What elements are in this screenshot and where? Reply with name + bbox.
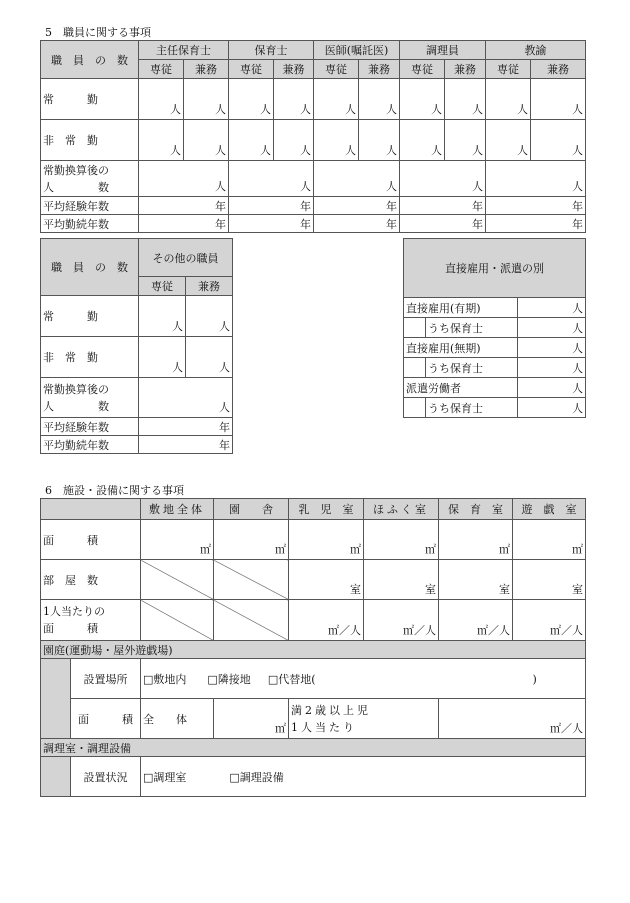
converted-field[interactable]: 人 [486, 161, 586, 197]
nonregular-field[interactable]: 人 [400, 120, 445, 161]
facility-corner [41, 499, 141, 520]
avg-tenure-field[interactable]: 年 [139, 215, 229, 233]
other-staff-count-header: 職 員 の 数 [41, 239, 139, 296]
regular-field[interactable]: 人 [531, 79, 586, 120]
building-area-field[interactable]: ㎡ [214, 520, 289, 560]
kitchen-options [141, 757, 586, 797]
sub-fulltime: 専従 [314, 60, 359, 79]
section5-title: 5 職員に関する事項 [45, 26, 151, 39]
col-doctor: 医師(嘱託医) [314, 41, 400, 60]
yard-header: 園庭(運動場・屋外遊戯場) [41, 641, 586, 659]
row-per-person-label [41, 600, 141, 641]
dispatch-label: 派遣労働者 [404, 378, 518, 398]
col-other-staff: その他の職員 [139, 239, 233, 277]
row-area-label: 面 積 [41, 520, 141, 560]
infant-rooms-field[interactable]: 室 [289, 560, 364, 600]
crawling-per-person-field[interactable]: ㎡／人 [364, 600, 439, 641]
regular-field[interactable]: 人 [184, 79, 229, 120]
other-regular-field[interactable]: 人 [186, 296, 233, 337]
regular-field[interactable]: 人 [486, 79, 531, 120]
sub-parttime: 兼務 [274, 60, 314, 79]
converted-line1: 常勤換算後の [43, 382, 109, 396]
avg-exp-field[interactable]: 年 [400, 197, 486, 215]
avg-exp-field[interactable]: 年 [314, 197, 400, 215]
dispatch-nursery-field[interactable]: 人 [518, 398, 586, 418]
indent-cell [404, 398, 426, 418]
kitchen-equipment-checkbox[interactable]: □調理設備 [229, 770, 284, 784]
staff-table [40, 40, 586, 233]
of-which-nursery-label: うち保育士 [426, 398, 518, 418]
infant-area-field[interactable]: ㎡ [289, 520, 364, 560]
direct-fixed-field[interactable]: 人 [518, 298, 586, 318]
kitchen-indent [41, 757, 71, 797]
sub-parttime: 兼務 [531, 60, 586, 79]
direct-indef-nursery-field[interactable]: 人 [518, 358, 586, 378]
per-person-line1: 1人当たりの [43, 605, 105, 618]
regular-field[interactable]: 人 [314, 79, 359, 120]
sub-parttime: 兼務 [445, 60, 486, 79]
nonregular-field[interactable]: 人 [314, 120, 359, 161]
avg-tenure-field[interactable]: 年 [314, 215, 400, 233]
diagonal-cell [214, 600, 289, 641]
yard-area-label: 面 積 [71, 699, 141, 739]
converted-field[interactable]: 人 [229, 161, 314, 197]
nonregular-field[interactable]: 人 [486, 120, 531, 161]
row-nonregular-label: 非 常 勤 [41, 337, 139, 378]
nonregular-field[interactable]: 人 [139, 120, 184, 161]
playroom-per-person-field[interactable]: ㎡／人 [513, 600, 586, 641]
nonregular-field[interactable]: 人 [531, 120, 586, 161]
col-nursery-teacher: 保育士 [229, 41, 314, 60]
col-kindergarten-teacher: 教諭 [486, 41, 586, 60]
employment-table [403, 238, 586, 418]
sub-parttime: 兼務 [359, 60, 400, 79]
section6-title: 6 施設・設備に関する事項 [45, 484, 184, 497]
yard-over2-label [289, 699, 439, 739]
regular-field[interactable]: 人 [359, 79, 400, 120]
yard-per-person-field[interactable]: ㎡／人 [439, 699, 586, 739]
of-which-nursery-label: うち保育士 [426, 318, 518, 338]
nonregular-field[interactable]: 人 [229, 120, 274, 161]
row-avg-exp-label: 平均経験年数 [41, 418, 139, 436]
col-head-teacher: 主任保育士 [139, 41, 229, 60]
nonregular-field[interactable]: 人 [274, 120, 314, 161]
col-site: 敷地全体 [141, 499, 214, 520]
col-cook: 調理員 [400, 41, 486, 60]
yard-onsite-checkbox[interactable]: □敷地内 [143, 672, 187, 686]
over2-line2: 1人当たり [291, 720, 357, 734]
yard-alternative-checkbox[interactable]: □代替地( [267, 672, 316, 686]
diagonal-cell [214, 560, 289, 600]
nursery-rooms-field[interactable]: 室 [439, 560, 513, 600]
row-nonregular-label: 非 常 勤 [41, 120, 139, 161]
yard-total-field[interactable]: ㎡ [214, 699, 289, 739]
sub-parttime: 兼務 [186, 277, 233, 296]
regular-field[interactable]: 人 [445, 79, 486, 120]
other-nonregular-field[interactable]: 人 [139, 337, 186, 378]
kitchen-status-label: 設置状況 [71, 757, 141, 797]
other-converted-field[interactable]: 人 [139, 378, 233, 418]
indent-cell [404, 318, 426, 338]
yard-location-options [141, 659, 586, 699]
sub-fulltime: 専従 [400, 60, 445, 79]
sub-fulltime: 専従 [139, 277, 186, 296]
nonregular-field[interactable]: 人 [445, 120, 486, 161]
col-nursery-room: 保 育 室 [439, 499, 513, 520]
yard-adjacent-checkbox[interactable]: □隣接地 [207, 672, 251, 686]
of-which-nursery-label: うち保育士 [426, 358, 518, 378]
avg-exp-field[interactable]: 年 [139, 197, 229, 215]
crawling-rooms-field[interactable]: 室 [364, 560, 439, 600]
direct-fixed-label: 直接雇用(有期) [404, 298, 518, 318]
nursery-per-person-field[interactable]: ㎡／人 [439, 600, 513, 641]
employment-header: 直接雇用・派遣の別 [404, 239, 586, 298]
converted-line2: 人 数 [43, 399, 109, 413]
playroom-area-field[interactable]: ㎡ [513, 520, 586, 560]
row-avg-tenure-label: 平均勤続年数 [41, 436, 139, 454]
regular-field[interactable]: 人 [139, 79, 184, 120]
col-building: 園 舎 [214, 499, 289, 520]
dispatch-field[interactable]: 人 [518, 378, 586, 398]
other-regular-field[interactable]: 人 [139, 296, 186, 337]
direct-fixed-nursery-field[interactable]: 人 [518, 318, 586, 338]
diagonal-cell [141, 600, 214, 641]
facility-table [40, 498, 586, 797]
infant-per-person-field[interactable]: ㎡／人 [289, 600, 364, 641]
nonregular-field[interactable]: 人 [184, 120, 229, 161]
row-regular-label: 常 勤 [41, 296, 139, 337]
sub-fulltime: 専従 [486, 60, 531, 79]
avg-exp-field[interactable]: 年 [229, 197, 314, 215]
nursery-area-field[interactable]: ㎡ [439, 520, 513, 560]
kitchen-header: 調理室・調理設備 [41, 739, 586, 757]
avg-exp-field[interactable]: 年 [486, 197, 586, 215]
other-nonregular-field[interactable]: 人 [186, 337, 233, 378]
yard-total-label: 全 体 [141, 699, 214, 739]
direct-indef-field[interactable]: 人 [518, 338, 586, 358]
sub-fulltime: 専従 [139, 60, 184, 79]
avg-tenure-field[interactable]: 年 [486, 215, 586, 233]
avg-tenure-field[interactable]: 年 [229, 215, 314, 233]
staff-count-header: 職 員 の 数 [41, 41, 139, 79]
row-avg-exp-label: 平均経験年数 [41, 197, 139, 215]
playroom-rooms-field[interactable]: 室 [513, 560, 586, 600]
converted-field[interactable]: 人 [314, 161, 400, 197]
nonregular-field[interactable]: 人 [359, 120, 400, 161]
direct-indef-label: 直接雇用(無期) [404, 338, 518, 358]
row-regular-label: 常 勤 [41, 79, 139, 120]
crawling-area-field[interactable]: ㎡ [364, 520, 439, 560]
indent-cell [404, 358, 426, 378]
per-person-line2: 面 積 [43, 622, 98, 635]
kitchen-room-checkbox[interactable]: □調理室 [143, 770, 187, 784]
converted-field[interactable]: 人 [400, 161, 486, 197]
sub-fulltime: 専従 [229, 60, 274, 79]
other-staff-table [40, 238, 233, 454]
avg-tenure-field[interactable]: 年 [400, 215, 486, 233]
row-avg-tenure-label: 平均勤続年数 [41, 215, 139, 233]
other-avg-tenure-field[interactable]: 年 [139, 436, 233, 454]
col-infant-room: 乳 児 室 [289, 499, 364, 520]
sub-parttime: 兼務 [184, 60, 229, 79]
row-rooms-label: 部 屋 数 [41, 560, 141, 600]
site-area-field[interactable]: ㎡ [141, 520, 214, 560]
other-avg-exp-field[interactable]: 年 [139, 418, 233, 436]
diagonal-cell [141, 560, 214, 600]
converted-line2: 人 数 [43, 180, 109, 194]
over2-line1: 満2歳以上児 [291, 703, 371, 717]
regular-field[interactable]: 人 [274, 79, 314, 120]
col-playroom: 遊 戯 室 [513, 499, 586, 520]
converted-line1: 常勤換算後の [43, 163, 109, 177]
yard-location-label: 設置場所 [71, 659, 141, 699]
regular-field[interactable]: 人 [229, 79, 274, 120]
col-crawling-room: ほふく室 [364, 499, 439, 520]
regular-field[interactable]: 人 [400, 79, 445, 120]
row-converted-label [41, 161, 139, 197]
yard-indent [41, 659, 71, 699]
converted-field[interactable]: 人 [139, 161, 229, 197]
yard-indent [41, 699, 71, 739]
close-paren: ) [532, 672, 537, 686]
row-converted-label [41, 378, 139, 418]
